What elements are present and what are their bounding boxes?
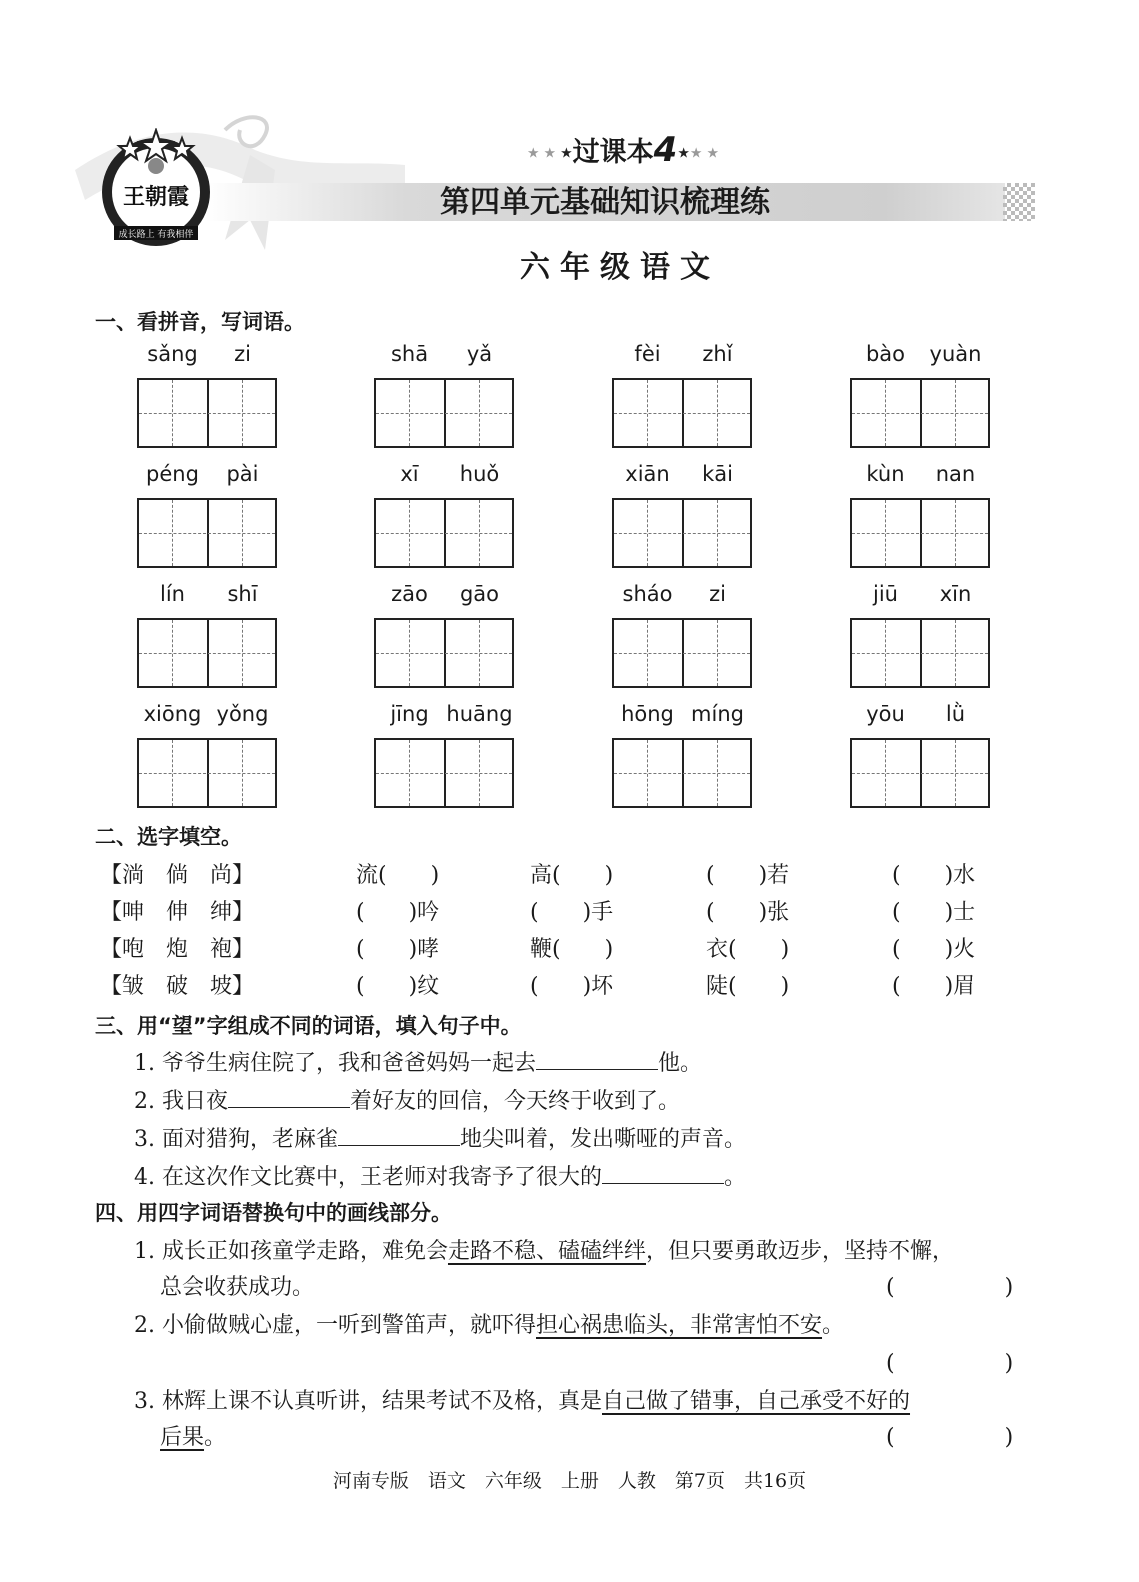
pinyin-label: xīn (939, 582, 972, 606)
answer-blank[interactable] (228, 1106, 350, 1108)
brand-logo (100, 128, 212, 253)
pinyin-label: yōu (866, 702, 905, 726)
checker-decoration (1003, 183, 1035, 221)
answer-paren[interactable]: ( ) (886, 1275, 1014, 1300)
writing-box[interactable] (612, 738, 752, 808)
pinyin-label: gāo (459, 582, 500, 606)
pinyin-label: shā (390, 342, 429, 366)
s4-item-3: 3. 林辉上课不认真听讲，结果考试不及格，真是自己做了错事，自己承受不好的 (134, 1389, 911, 1414)
s3-item-1: 1. 爷爷生病住院了，我和爸爸妈妈一起去 他。 (134, 1051, 703, 1076)
writing-box[interactable] (137, 738, 277, 808)
fill-item[interactable]: ( )纹 (356, 974, 440, 999)
pinyin-label: jīng (390, 702, 429, 726)
pinyin-label: xiōng (143, 702, 202, 726)
pinyin-label: míng (691, 702, 744, 726)
section1-heading: 一、看拼音，写词语。 (95, 310, 305, 334)
pinyin-label: yǒng (216, 702, 269, 726)
fill-item[interactable]: ( )眉 (892, 974, 976, 999)
pinyin-label: pài (226, 462, 259, 486)
s4-item-2: 2. 小偷做贼心虚，一听到警笛声，就吓得担心祸患临头，非常害怕不安。 (134, 1313, 845, 1338)
char-group: 【淌 倘 尚】 (100, 863, 255, 888)
pinyin-label: yuàn (929, 342, 982, 366)
section3-heading: 三、用“望”字组成不同的词语，填入句子中。 (95, 1014, 522, 1038)
s3-item-2: 2. 我日夜 着好友的回信，今天终于收到了。 (134, 1089, 680, 1114)
writing-box[interactable] (137, 498, 277, 568)
pinyin-label: yǎ (466, 342, 493, 366)
svg-text:成长路上 有我相伴: 成长路上 有我相伴 (118, 230, 194, 240)
fill-item[interactable]: ( )若 (706, 863, 790, 888)
pinyin-label: shī (227, 582, 258, 606)
series-label: ★★★过课本4★★★ (526, 130, 723, 170)
pinyin-label: fèi (634, 342, 661, 366)
writing-box[interactable] (850, 738, 990, 808)
page-title: 第四单元基础知识梳理练 (440, 185, 770, 220)
answer-paren[interactable]: ( ) (886, 1425, 1014, 1450)
writing-box[interactable] (612, 498, 752, 568)
fill-item[interactable]: 衣( ) (706, 937, 790, 962)
pinyin-label: kāi (702, 462, 733, 486)
s4-item-3-line2: 后果。 (160, 1425, 227, 1450)
fill-item[interactable]: ( )手 (530, 900, 614, 925)
fill-item[interactable]: ( )吟 (356, 900, 440, 925)
pinyin-label: xī (400, 462, 419, 486)
pinyin-label: kùn (866, 462, 905, 486)
pinyin-label: xiān (625, 462, 670, 486)
fill-item[interactable]: ( )坏 (530, 974, 614, 999)
pinyin-label: hōng (621, 702, 674, 726)
char-group: 【皱 破 坡】 (100, 974, 255, 999)
answer-paren[interactable]: ( ) (886, 1351, 1014, 1376)
writing-box[interactable] (374, 498, 514, 568)
writing-box[interactable] (850, 618, 990, 688)
pinyin-label: zhǐ (702, 342, 733, 366)
pinyin-label: nan (935, 462, 976, 486)
pinyin-label: jiū (873, 582, 898, 606)
answer-blank[interactable] (602, 1182, 724, 1184)
pinyin-label: zi (709, 582, 726, 606)
fill-item[interactable]: 流( ) (356, 863, 440, 888)
char-group: 【咆 炮 袍】 (100, 937, 255, 962)
fill-item[interactable]: 鞭( ) (530, 937, 614, 962)
s4-item-1-line2: 总会收获成功。 (160, 1275, 315, 1300)
page-subtitle: 六年级语文 (520, 250, 720, 285)
writing-box[interactable] (850, 378, 990, 448)
pinyin-label: péng (146, 462, 199, 486)
answer-blank[interactable] (536, 1068, 658, 1070)
pinyin-label: lǜ (945, 702, 966, 726)
underlined-phrase: 自己做了错事，自己承受不好的 (602, 1389, 911, 1414)
underlined-phrase: 走路不稳、磕磕绊绊 (447, 1239, 646, 1264)
pinyin-label: huǒ (459, 462, 500, 486)
writing-box[interactable] (374, 378, 514, 448)
writing-box[interactable] (374, 618, 514, 688)
pinyin-label: bào (865, 342, 906, 366)
fill-item[interactable]: ( )张 (706, 900, 790, 925)
section2-heading: 二、选字填空。 (95, 825, 242, 849)
writing-box[interactable] (612, 378, 752, 448)
fill-item[interactable]: ( )水 (892, 863, 976, 888)
s4-item-1: 1. 成长正如孩童学走路，难免会走路不稳、磕磕绊绊，但只要勇敢迈步，坚持不懈， (134, 1239, 955, 1264)
writing-box[interactable] (612, 618, 752, 688)
s3-item-3: 3. 面对猎狗，老麻雀 地尖叫着，发出嘶哑的声音。 (134, 1127, 746, 1152)
pinyin-label: zi (234, 342, 251, 366)
fill-item[interactable]: ( )火 (892, 937, 976, 962)
writing-box[interactable] (137, 378, 277, 448)
fill-item[interactable]: 高( ) (530, 863, 614, 888)
fill-item[interactable]: ( )士 (892, 900, 976, 925)
section4-heading: 四、用四字词语替换句中的画线部分。 (95, 1201, 452, 1225)
pinyin-label: sháo (622, 582, 673, 606)
svg-text:王朝霞: 王朝霞 (122, 184, 190, 210)
pinyin-label: zāo (391, 582, 428, 606)
fill-item[interactable]: ( )哮 (356, 937, 440, 962)
pinyin-label: sǎng (147, 342, 198, 366)
answer-blank[interactable] (338, 1144, 460, 1146)
pinyin-label: huāng (446, 702, 513, 726)
page-footer: 河南专版 语文 六年级 上册 人教 第7页 共16页 (332, 1470, 807, 1492)
pinyin-label: lín (160, 582, 185, 606)
s3-item-4: 4. 在这次作文比赛中，王老师对我寄予了很大的 。 (134, 1165, 747, 1190)
fill-item[interactable]: 陡( ) (706, 974, 790, 999)
underlined-phrase: 担心祸患临头，非常害怕不安 (536, 1313, 823, 1338)
char-group: 【呻 伸 绅】 (100, 900, 255, 925)
underlined-phrase: 后果 (160, 1425, 205, 1450)
writing-box[interactable] (137, 618, 277, 688)
writing-box[interactable] (850, 498, 990, 568)
writing-box[interactable] (374, 738, 514, 808)
